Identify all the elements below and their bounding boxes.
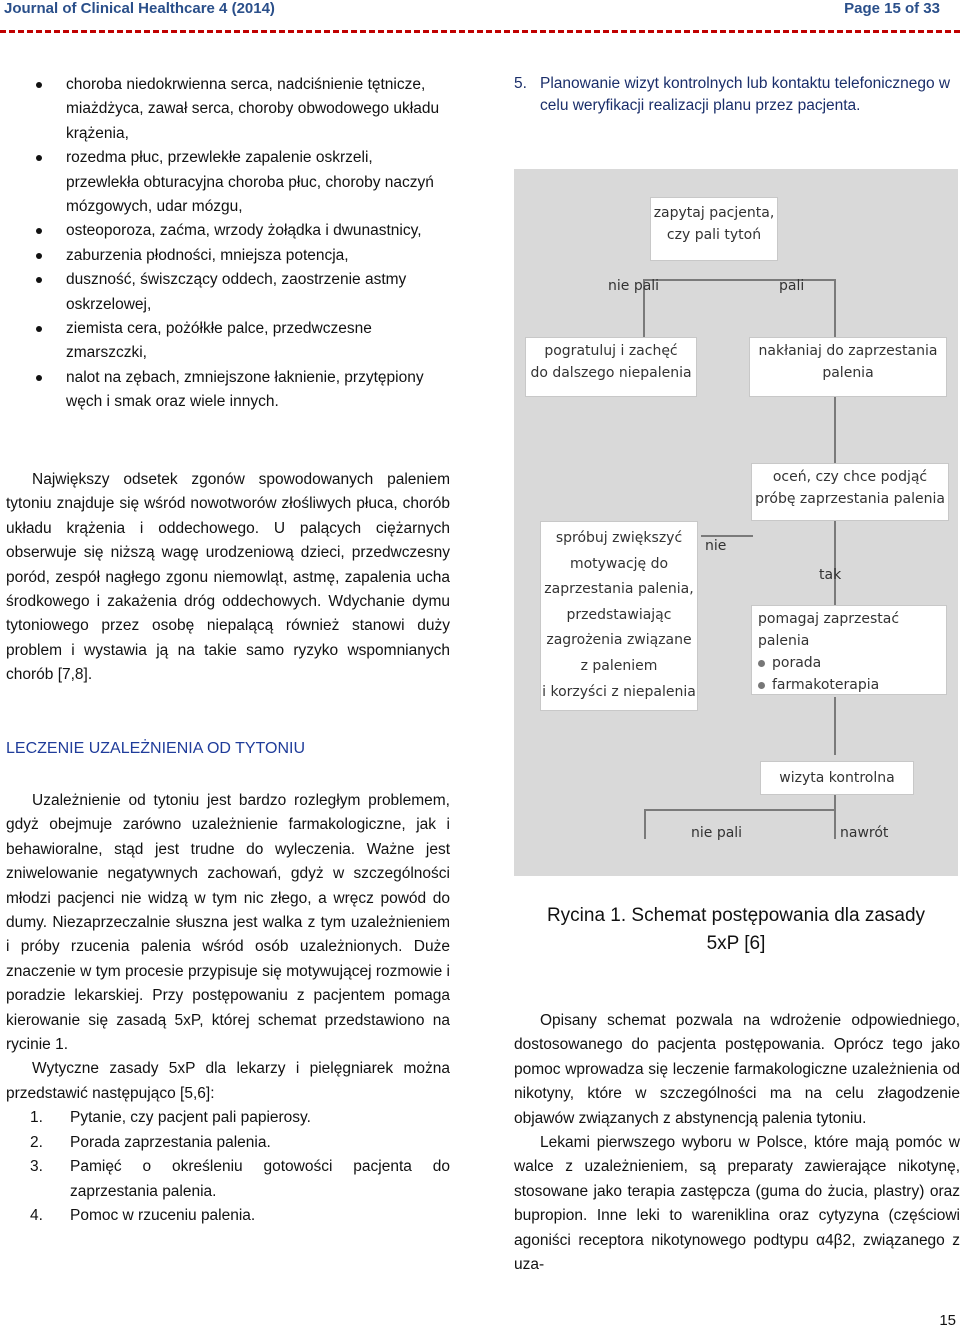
treatment-paragraph: Uzależnienie od tytoniu jest bardzo rozległym problemem, gdyż obejmuje zarówno uzależnienie farmakologiczne, jak i behawioralne, stąd jest trudne do wyleczenia. Ważne jest zniwelowanie negatywnych zachowań, gdyż w szczególności młodzi pacjenci nie widzą w tym nic złego, a wręcz powód do dumy. Niezaprzeczalnie słuszna jest walka z tym uzależnieniem i próby rzucenia palenia wśród osób uzależnionych. Duże znaczenie w tym procesie przypisuje się motywującej rozmowie i poradzie lekarskiej. Przy postępowaniu z pacjentem pomaga kierowanie się zasadą 5xP, której schemat przedstawiono na rycinie 1.: [6, 792, 450, 1054]
guidelines-paragraph: Wytyczne zasady 5xP dla lekarzy i pielęgniarek można przedstawić następująco [5,6]:: [6, 1060, 450, 1102]
connector-line: [834, 279, 836, 337]
step-text: Pamięć o określeniu gotowości pacjenta do zaprzestania palenia.: [70, 1158, 450, 1200]
step-text: Pomoc w rzuceniu palenia.: [70, 1206, 256, 1224]
help-item: [758, 652, 946, 674]
motivate-line: zagrożenia związane: [546, 632, 692, 649]
assess-box: [751, 463, 949, 521]
nonsmoker-label: nie pali: [608, 278, 660, 294]
connector-line: [834, 519, 836, 605]
treatment-block: [6, 789, 450, 1228]
bullet-icon: [758, 660, 765, 667]
help-item: [758, 674, 946, 696]
connector-line: [834, 795, 836, 839]
mortality-paragraph: Największy odsetek zgonów spowodowanych paleniem tytoniu znajduje się wśród nowotworów złośliwych płuca, chorób układu krążenia i oddechowego. U palących ciężarnych obserwuje się niższą wagę urodzeniową dzieci, przedwczesny poród, zespół nagłego zgonu niemowląt, astmę, zapalenia ucha środkowego i zakażenia dróg oddechowych. Wdychanie dymu tytoniowego przez osobę niepalącą również stanowi duży problem i wystawia ją na takie samo ryzyko wspomnianych chorób [7,8].: [6, 471, 450, 684]
step-text: Pytanie, czy pacjent pali papierosy.: [70, 1109, 311, 1127]
figure-caption: [514, 902, 958, 958]
list-item: [6, 1131, 450, 1155]
step-number: 5.: [514, 75, 527, 92]
list-item: choroba niedokrwienna serca, nadciśnienie tętnicze, miażdżyca, zawał serca, choroby obwodowego układu krążenia,: [32, 73, 450, 146]
step-text: Porada zaprzestania palenia.: [70, 1133, 271, 1151]
motivate-line: z paleniem: [580, 657, 658, 674]
list-item: [6, 1106, 450, 1130]
page-header: [0, 0, 960, 22]
connector-line: [834, 397, 836, 463]
ask-line: zapytaj pacjenta,: [653, 205, 775, 221]
drugs-paragraph: Lekami pierwszego wyboru w Polsce, które mają pomóc w walce z uzależnieniem, są preparaty zawierające nikotynę, stosowane jako terapia zastępcza (guma do żucia, plastry) oraz bupropion. Inne leki to wareniklina oraz cytyzyna (częściowi agoniści receptora nikotynowego podtypu α4β2, związanego z uza-: [514, 1134, 960, 1274]
connector-line: [644, 809, 646, 839]
bullet-icon: [758, 682, 765, 689]
motivate-line: spróbuj zwiększyć: [555, 530, 683, 546]
steps-list: [6, 1106, 450, 1228]
no-label: nie: [705, 538, 727, 554]
followup-text: wizyta kontrolna: [779, 770, 895, 786]
ask-line: czy pali tytoń: [666, 227, 762, 243]
step-number: 1.: [30, 1109, 43, 1127]
list-item: ziemista cera, pożółkłe palce, przedwczesne zmarszczki,: [32, 317, 450, 366]
motivate-box: [540, 521, 698, 711]
list-item: rozedma płuc, przewlekłe zapalenie oskrzeli, przewlekła obturacyjna choroba płuc, choroby naczyń mózgowych, udar mózgu,: [32, 146, 450, 219]
nonsmoker-label-bottom: nie pali: [691, 825, 743, 841]
page-number: 15: [939, 1312, 956, 1329]
list-item: zaburzenia płodności, mniejsza potencja,: [32, 244, 450, 268]
congratulate-line: pogratuluj i zachęć: [544, 343, 678, 359]
step-text: Planowanie wizyt kontrolnych lub kontaktu telefonicznego w celu weryfikacji realizacji planu przez pacjenta.: [540, 75, 951, 114]
persuade-line: palenia: [822, 365, 874, 381]
congratulate-box: [525, 337, 697, 397]
step-five: [514, 73, 960, 117]
connector-line: [644, 809, 836, 811]
motivate-line: zaprzestania palenia,: [544, 581, 694, 598]
list-item: nalot na zębach, zmniejszone łaknienie, przytępiony węch i smak oraz wiele innych.: [32, 366, 450, 415]
congratulate-line: do dalszego niepalenia: [530, 365, 692, 381]
connector-line: [834, 697, 836, 755]
help-item-text: farmakoterapia: [772, 677, 880, 693]
flowchart-figure: [514, 169, 958, 876]
list-item: osteoporoza, zaćma, wrzody żołądka i dwunastnicy,: [32, 219, 450, 243]
scheme-paragraph: Opisany schemat pozwala na wdrożenie odpowiedniego, dostosowanego do pacjenta postępowania. Oprócz tego jako pomoc wprowadza się leczenie farmakologiczne uzależnienia od nikotyny, które w szczególności ma na celu złagodzenie objawów związanych z abstynencją palenia tytoniu.: [514, 1012, 960, 1127]
help-box: [751, 605, 947, 695]
list-item: [6, 1204, 450, 1228]
header-divider: [0, 30, 960, 33]
page-indicator: Page 15 of 33: [844, 0, 940, 17]
persuade-line: nakłaniaj do zaprzestania: [758, 343, 938, 359]
motivate-line: i korzyści z niepalenia: [542, 683, 696, 700]
relapse-label: nawrót: [840, 825, 889, 841]
motivate-line: przedstawiając: [566, 606, 672, 623]
journal-title: Journal of Clinical Healthcare 4 (2014): [4, 0, 275, 17]
help-title: pomagaj zaprzestać palenia: [758, 611, 900, 649]
mortality-paragraph-block: [6, 468, 450, 688]
step-number: 4.: [30, 1206, 43, 1224]
scheme-block: [514, 1009, 960, 1277]
list-item: [6, 1155, 450, 1204]
section-heading: LECZENIE UZALEŻNIENIA OD TYTONIU: [6, 740, 306, 757]
help-item-text: porada: [772, 655, 822, 671]
persuade-box: [749, 337, 947, 397]
list-item: duszność, świszczący oddech, zaostrzenie astmy oskrzelowej,: [32, 268, 450, 317]
step-number: 3.: [30, 1158, 43, 1176]
connector-line: [701, 535, 753, 537]
assess-line: oceń, czy chce podjąć: [772, 469, 928, 485]
smoker-label: pali: [779, 278, 805, 294]
yes-label: tak: [819, 567, 842, 583]
motivate-line: motywację do: [569, 555, 669, 572]
step-number: 2.: [30, 1133, 43, 1151]
assess-line: próbę zaprzestania palenia: [755, 491, 945, 507]
caption-line: Rycina 1. Schemat postępowania dla zasady: [546, 905, 926, 926]
caption-line: 5xP [6]: [706, 933, 766, 954]
consequences-list: [32, 73, 450, 415]
ask-box: [650, 197, 778, 261]
connector-line: [643, 279, 835, 281]
followup-box: [760, 761, 914, 795]
